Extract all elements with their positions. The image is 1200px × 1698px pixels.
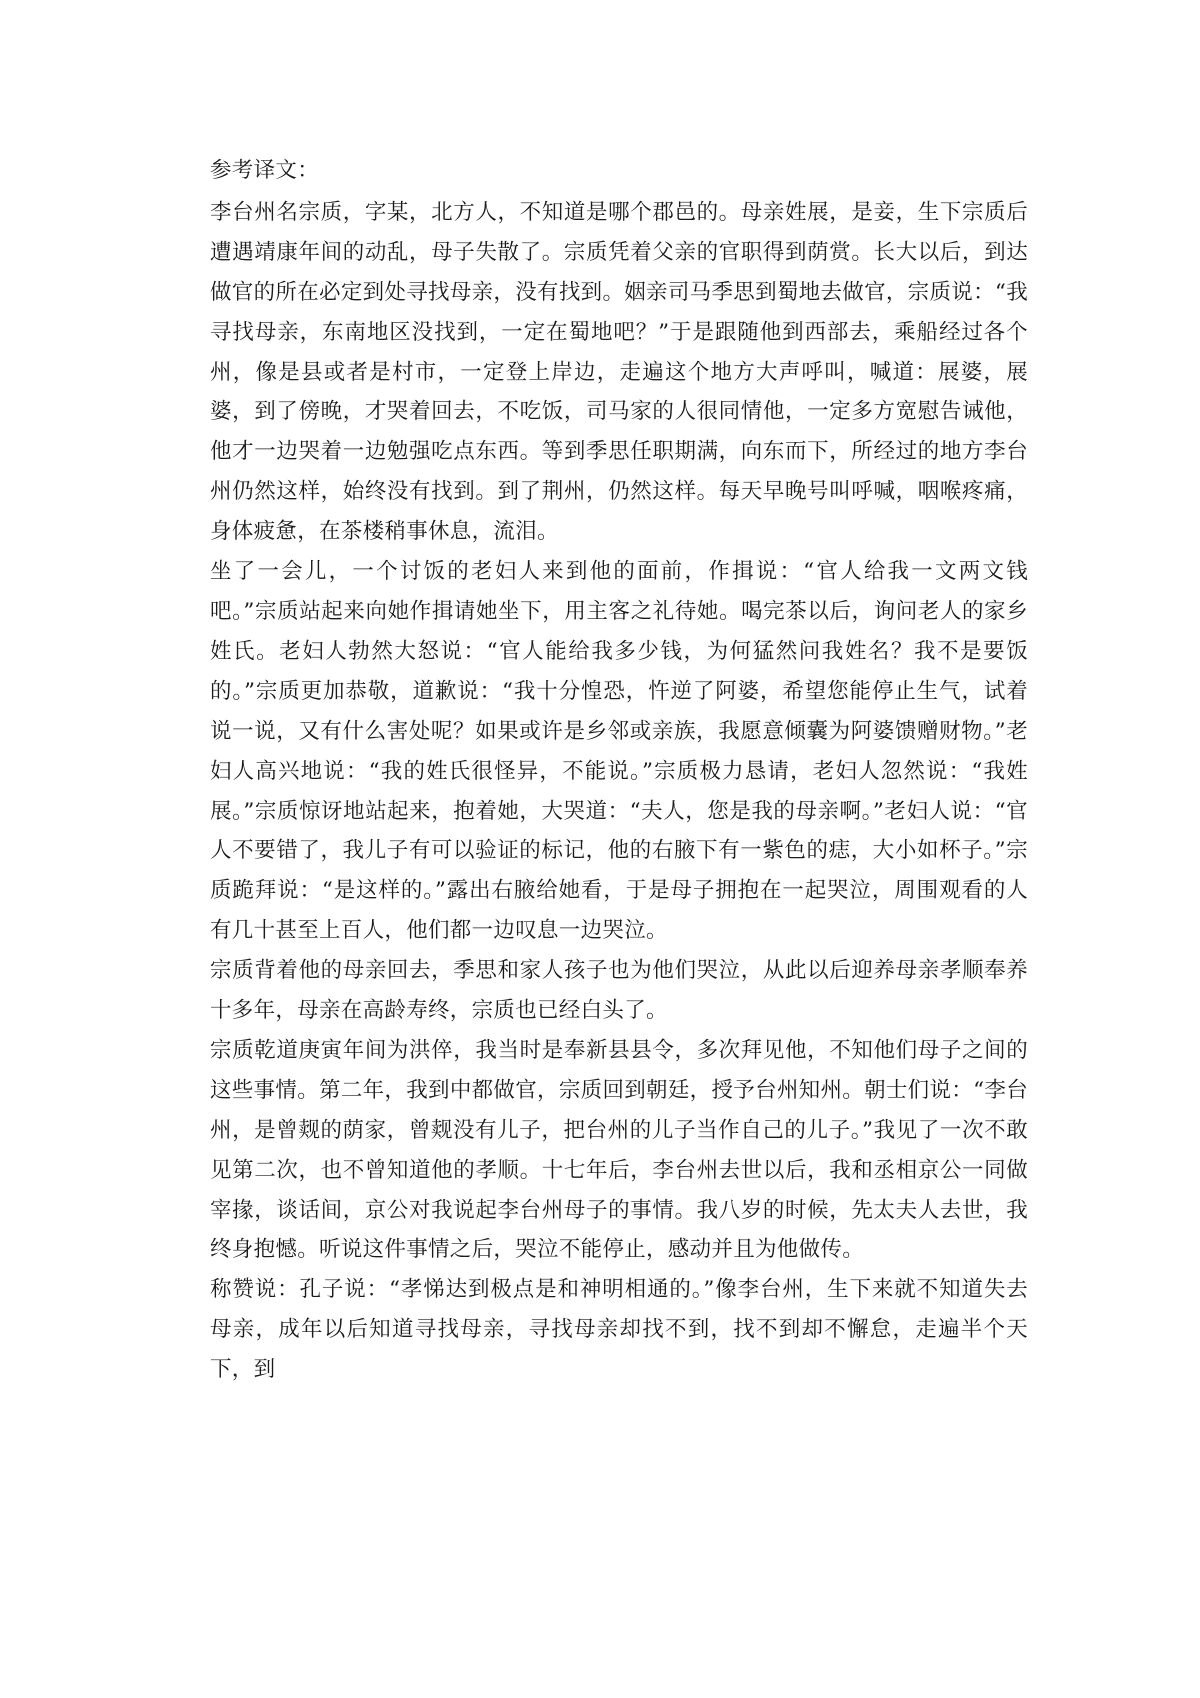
section-heading: 参考译文：	[210, 158, 320, 183]
paragraph-3: 宗质背着他的母亲回去，季思和家人孩子也为他们哭泣，从此以后迎养母亲孝顺奉养十多年，母亲在高龄寿终，宗质也已经白头了。	[210, 958, 1028, 1024]
document-body	[210, 151, 1028, 1390]
paragraph-5: 称赞说：孔子说：“孝悌达到极点是和神明相通的。”像李台州，生下来就不知道失去母亲，成年以后知道寻找母亲，寻找母亲却找不到，找不到却不懈怠，走遍半个天下，到	[210, 1277, 1028, 1383]
paragraph-1: 李台州名宗质，字某，北方人，不知道是哪个郡邑的。母亲姓展，是妾，生下宗质后遭遇靖康年间的动乱，母子失散了。宗质凭着父亲的官职得到荫赏。长大以后，到达做官的所在必定到处寻找母亲，没有找到。姻亲司马季思到蜀地去做官，宗质说：“我寻找母亲，东南地区没找到，一定在蜀地吧？”于是跟随他到西部去，乘船经过各个州，像是县或者是村市，一定登上岸边，走遍这个地方大声呼叫，喊道：展婆，展婆，到了傍晚，才哭着回去，不吃饭，司马家的人很同情他，一定多方宽慰告诫他，他才一边哭着一边勉强吃点东西。等到季思任职期满，向东而下，所经过的地方李台州仍然这样，始终没有找到。到了荆州，仍然这样。每天早晚号叫呼喊，咽喉疼痛，身体疲惫，在茶楼稍事休息，流泪。	[210, 199, 1028, 545]
paragraph-2: 坐了一会儿，一个讨饭的老妇人来到他的面前，作揖说：“官人给我一文两文钱吧。”宗质站起来向她作揖请她坐下，用主客之礼待她。喝完茶以后，询问老人的家乡姓氏。老妇人勃然大怒说：“官人能给我多少钱，为何猛然问我姓名？我不是要饭的。”宗质更加恭敬，道歉说：“我十分惶恐，忤逆了阿婆，希望您能停止生气，试着说一说，又有什么害处呢？如果或许是乡邻或亲族，我愿意倾囊为阿婆馈赠财物。”老妇人高兴地说：“我的姓氏很怪异，不能说。”宗质极力恳请，老妇人忽然说：“我姓展。”宗质惊讶地站起来，抱着她，大哭道：“夫人，您是我的母亲啊。”老妇人说：“官人不要错了，我儿子有可以验证的标记，他的右腋下有一紫色的痣，大小如杯子。”宗质跪拜说：“是这样的。”露出右腋给她看，于是母子拥抱在一起哭泣，周围观看的人有几十甚至上百人，他们都一边叹息一边哭泣。	[210, 559, 1028, 944]
paragraph-4: 宗质乾道庚寅年间为洪倅，我当时是奉新县县令，多次拜见他，不知他们母子之间的这些事情。第二年，我到中都做官，宗质回到朝廷，授予台州知州。朝士们说：“李台州，是曾觌的荫家，曾觌没有儿子，把台州的儿子当作自己的儿子。”我见了一次不敢见第二次，也不曾知道他的孝顺。十七年后，李台州去世以后，我和丞相京公一同做宰掾，谈话间，京公对我说起李台州母子的事情。我八岁的时候，先太夫人去世，我终身抱憾。听说这件事情之后，哭泣不能停止，感动并且为他做传。	[210, 1037, 1028, 1263]
